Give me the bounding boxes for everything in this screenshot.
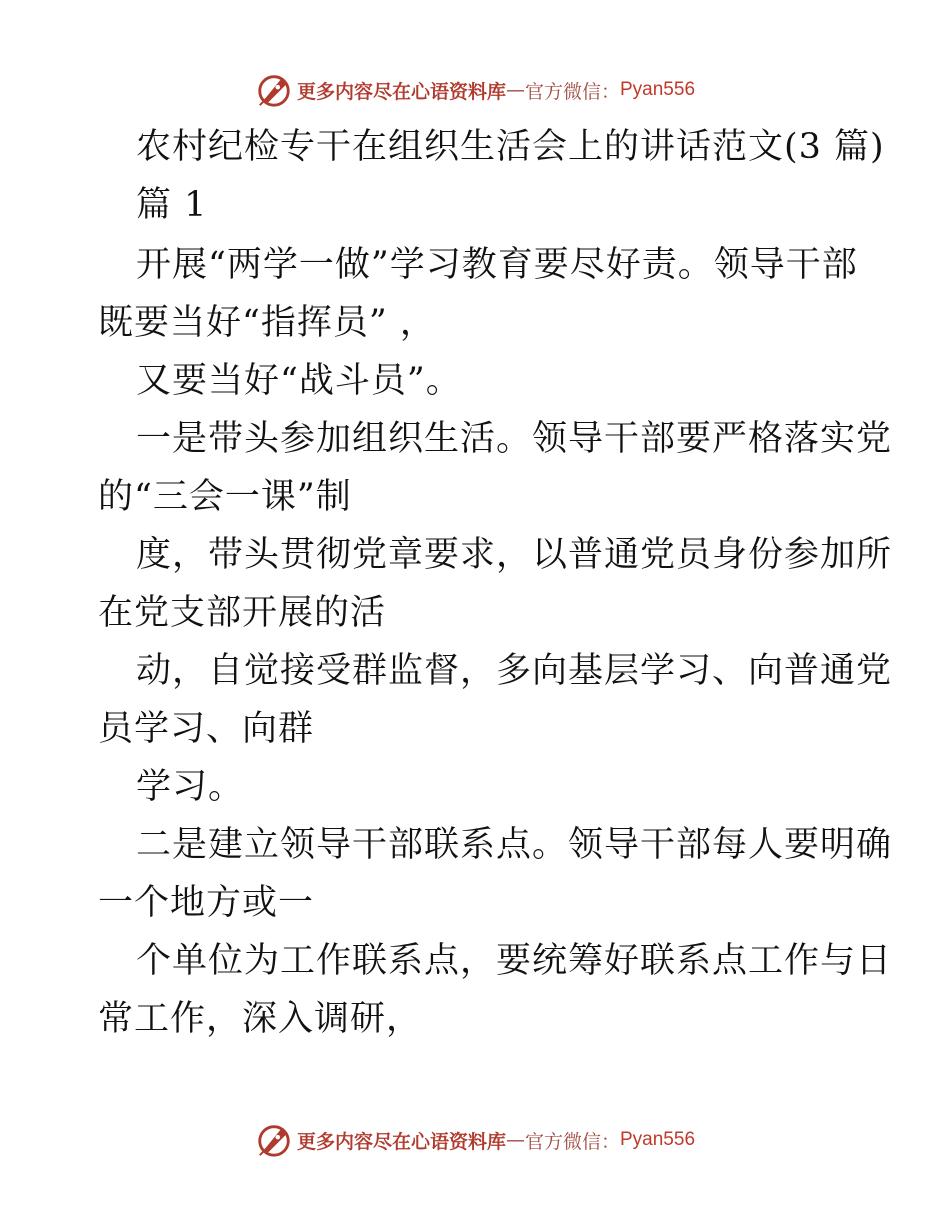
paragraph-line: 一个地方或一 [98,883,315,923]
paragraph-line: 又要当好“战斗员”。 [136,361,462,401]
paragraph-line: 既要当好“指挥员” ， [98,303,436,343]
paragraph-line: 个单位为工作联系点，要统筹好联系点工作与日 [136,941,893,981]
paragraph-line: 二是建立领导干部联系点。领导干部每人要明确 [136,825,893,865]
paragraph-line: 动，自觉接受群监督，多向基层学习、向普通党 [136,651,893,691]
header-watermark [0,68,950,112]
watermark-separator: — [505,1129,525,1151]
document-title: 农村纪检专干在组织生活会上的讲话范文(3 篇) [136,127,885,167]
pen-nib-seal-icon [255,1121,293,1159]
paragraph-line: 员学习、向群 [98,709,315,749]
watermark-brand: 更多内容尽在心语资料库 [296,1130,506,1153]
footer-watermark [0,1118,950,1162]
paragraph-line: 的“三会一课”制 [98,477,352,517]
watermark-wechat-id: Pyan556 [620,1129,696,1150]
watermark-official-label: 官方微信： [524,1130,620,1153]
paragraph-line: 度，带头贯彻党章要求，以普通党员身份参加所 [136,535,893,575]
watermark-separator: — [505,79,525,101]
paragraph-line: 开展“两学一做”学习教育要尽好责。领导干部 [136,245,858,285]
watermark-official-label: 官方微信： [524,80,620,103]
watermark-brand: 更多内容尽在心语资料库 [296,80,506,103]
paragraph-line: 一是带头参加组织生活。领导干部要严格落实党 [136,419,893,459]
paragraph-line: 在党支部开展的活 [98,593,387,633]
watermark-wechat-id: Pyan556 [620,79,696,100]
pen-nib-seal-icon [255,71,293,109]
paragraph-line: 学习。 [136,767,245,807]
paragraph-line: 常工作，深入调研， [98,999,423,1039]
section-heading: 篇 1 [136,185,208,225]
